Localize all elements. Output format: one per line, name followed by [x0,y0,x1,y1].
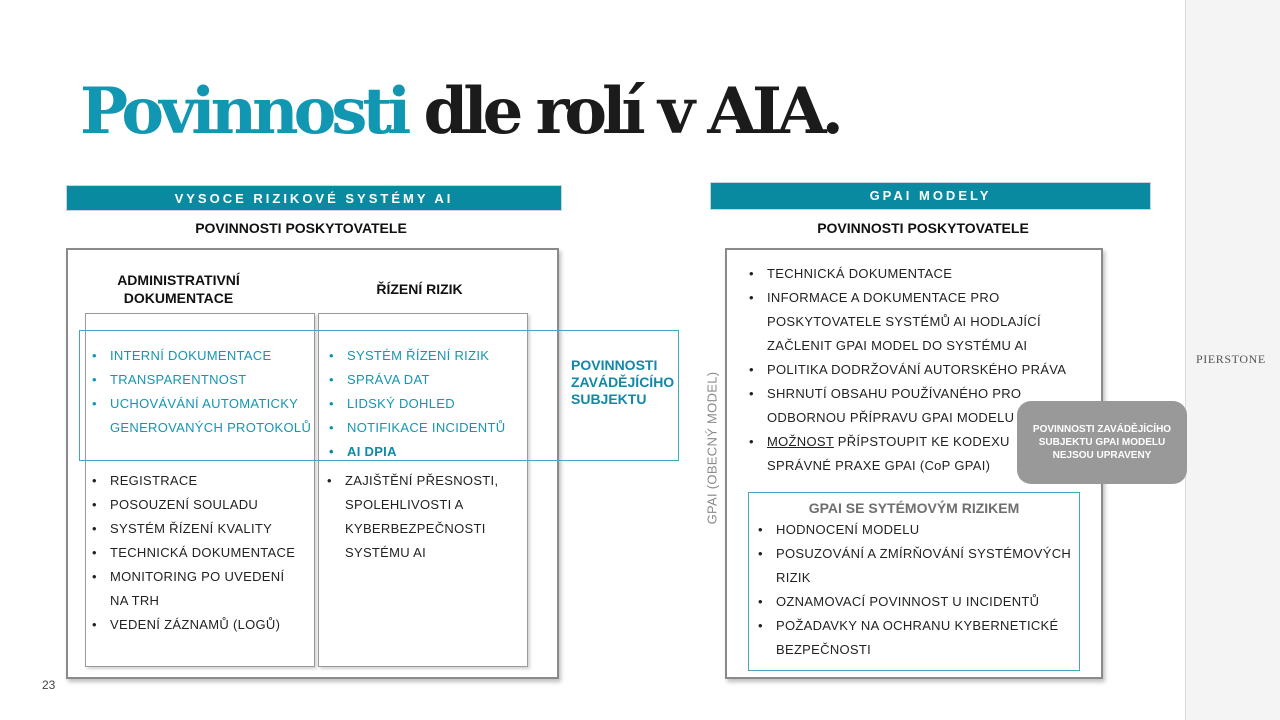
brand-logo: PIERSTONE [1196,352,1266,366]
risk-column-heading: ŘÍZENÍ RIZIK [376,281,463,297]
list-item: • MONITORING PO UVEDENÍ [86,565,316,589]
admin-heading-line2: DOKUMENTACE [123,290,234,306]
list-item: SPOLEHLIVOSTI A [345,497,464,512]
list-item: • LIDSKÝ DOHLED [323,392,528,416]
list-item: • OZNAMOVACÍ POVINNOST U INCIDENTŮ [752,590,1078,614]
gpai-banner: GPAI MODELY [710,182,1151,210]
list-item: • POLITIKA DODRŽOVÁNÍ AUTORSKÉHO PRÁVA [743,358,1073,382]
list-item: • SYSTÉM ŘÍZENÍ RIZIK [323,344,528,368]
right-subhead: POVINNOSTI POSKYTOVATELE [817,220,1029,236]
list-item: • ZAJIŠTĚNÍ PŘESNOSTI, [321,469,526,493]
page-number: 23 [42,678,56,692]
list-item: • TECHNICKÁ DOKUMENTACE [86,541,316,565]
systemic-risk-heading: GPAI SE SYTÉMOVÝM RIZIKEM [808,500,1020,516]
list-item: • TRANSPARENTNOST [86,368,316,392]
title-rest: dle rolí v AIA. [423,74,839,149]
gpai-vertical-label: GPAI (OBECNÝ MODEL) [704,371,720,525]
list-item: • INTERNÍ DOKUMENTACE [86,344,316,368]
list-item: • INFORMACE A DOKUMENTACE PRO [743,286,1073,310]
implementer-not-regulated-note: POVINNOSTI ZAVÁDĚJÍCÍHO SUBJEKTU GPAI MODELU NEJSOU UPRAVENY [1017,401,1187,484]
list-item: ZAČLENIT GPAI MODEL DO SYSTÉMU AI [767,338,1028,353]
list-item: • POŽADAVKY NA OCHRANU KYBERNETICKÉ [752,614,1078,638]
list-item: KYBERBEZPEČNOSTI [345,521,486,536]
risk-list [321,469,526,565]
list-item: GENEROVANÝCH PROTOKOLŮ [110,420,312,435]
list-item: SYSTÉMU AI [345,545,427,560]
list-item: • POSUZOVÁNÍ A ZMÍRŇOVÁNÍ SYSTÉMOVÝCH [752,542,1078,566]
list-item: SPRÁVNÉ PRAXE GPAI (CoP GPAI) [767,458,991,473]
list-item: • SPRÁVA DAT [323,368,528,392]
high-risk-banner: VYSOCE RIZIKOVÉ SYSTÉMY AI [66,185,562,211]
slide-title [80,72,839,152]
title-accent: Povinnosti [80,74,407,149]
list-item: • VEDENÍ ZÁZNAMŮ (LOGŮ) [86,613,316,637]
list-item: • SYSTÉM ŘÍZENÍ KVALITY [86,517,316,541]
admin-column-heading [85,271,272,307]
list-item: • SHRNUTÍ OBSAHU POUŽÍVANÉHO PRO [743,382,1073,406]
list-item: ODBORNOU PŘÍPRAVU GPAI MODELU [767,410,1015,425]
systemic-risk-list [752,518,1078,662]
list-item: BEZPEČNOSTI [776,642,872,657]
cop-rest: PŘÍPSTOUPIT KE KODEXU [833,434,1010,449]
implementer-label [571,357,681,408]
list-item: • UCHOVÁVÁNÍ AUTOMATICKY [86,392,316,416]
admin-heading-line1: ADMINISTRATIVNÍ [117,272,240,288]
cop-underlined: MOŽNOST [767,434,834,449]
list-item: POSKYTOVATELE SYSTÉMŮ AI HODLAJÍCÍ [767,314,1041,329]
list-item: • POSOUZENÍ SOULADU [86,493,316,517]
left-subhead: POVINNOSTI POSKYTOVATELE [195,220,407,236]
implementer-line2: ZAVÁDĚJÍCÍHO [571,374,675,390]
implementer-line1: POVINNOSTI [571,357,658,373]
list-item: NA TRH [110,593,160,608]
implementer-line3: SUBJEKTU [571,391,647,407]
list-item: • TECHNICKÁ DOKUMENTACE [743,262,1073,286]
list-item: • REGISTRACE [86,469,316,493]
admin-list [86,469,316,637]
list-item: RIZIK [776,570,811,585]
list-item: • AI DPIA [323,440,528,464]
list-item: • NOTIFIKACE INCIDENTŮ [323,416,528,440]
list-item: • HODNOCENÍ MODELU [752,518,1078,542]
